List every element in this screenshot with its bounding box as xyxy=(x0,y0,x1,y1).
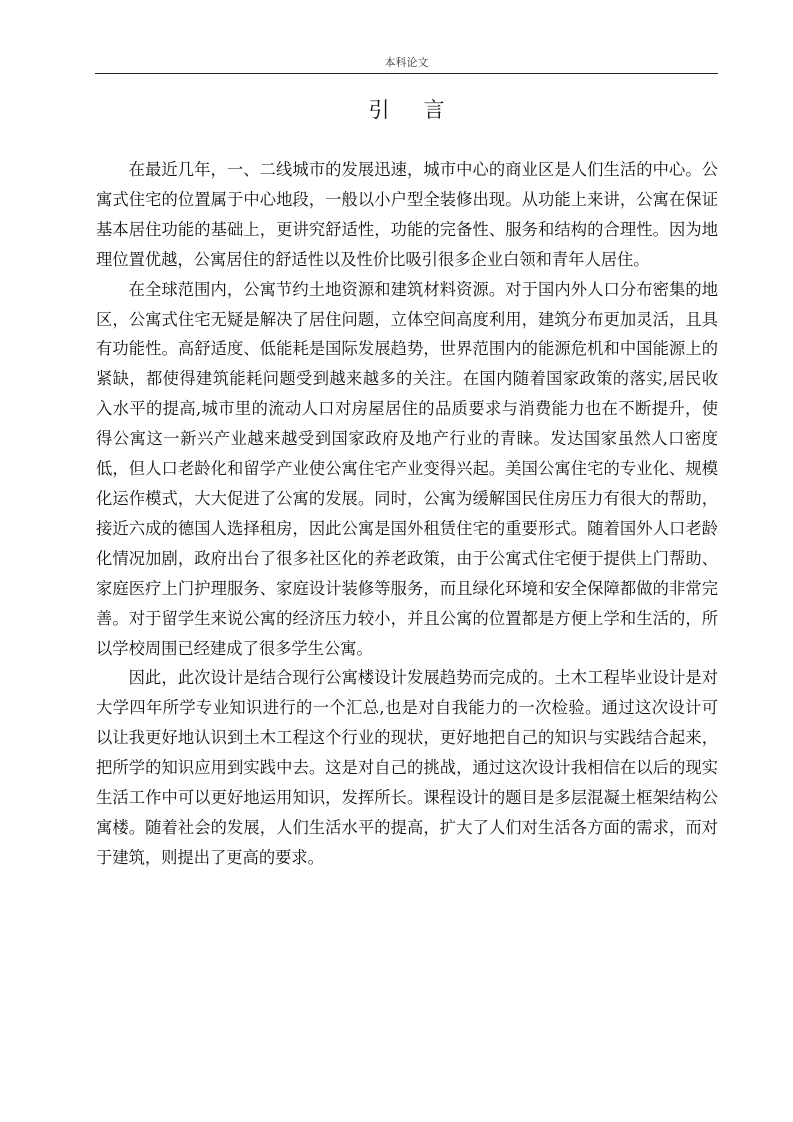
header-divider xyxy=(95,73,718,74)
paragraph-3: 因此，此次设计是结合现行公寓楼设计发展趋势而完成的。土木工程毕业设计是对大学四年所学专业知识进行的一个汇总,也是对自我能力的一次检验。通过这次设计可以让我更好地认识到土木工程这个行业的现状，更好地把自己的知识与实践结合起来，把所学的知识应用到实践中去。这是对自己的挑战，通过这次设计我相信在以后的现实生活工作中可以更好地运用知识，发挥所长。课程设计的题目是多层混凝土框架结构公寓楼。随着社会的发展，人们生活水平的提高，扩大了人们对生活各方面的需求，而对于建筑，则提出了更高的要求。 xyxy=(96,668,718,867)
section-title-char-2: 言 xyxy=(423,98,445,122)
body-text xyxy=(96,155,718,873)
section-title-char-1: 引 xyxy=(368,98,390,122)
paragraph-2: 在全球范围内，公寓节约土地资源和建筑材料资源。对于国内外人口分布密集的地区，公寓式住宅无疑是解决了居住问题，立体空间高度利用，建筑分布更加灵活，且具有功能性。高舒适度、低能耗是国际发展趋势，世界范围内的能源危机和中国能源上的紧缺，都使得建筑能耗问题受到越来越多的关注。在国内随着国家政策的落实,居民收入水平的提高,城市里的流动人口对房屋居住的品质要求与消费能力也在不断提升，使得公寓这一新兴产业越来越受到国家政府及地产行业的青睐。发达国家虽然人口密度低，但人口老龄化和留学产业使公寓住宅产业变得兴起。美国公寓住宅的专业化、规模化运作模式，大大促进了公寓的发展。同时，公寓为缓解国民住房压力有很大的帮助， 接近六成的德国人选择租房，因此公寓是国外租赁住宅的重要形式。随着国外人口老龄化情况加剧，政府出台了很多社区化的养老政策，由于公寓式住宅便于提供上门帮助、家庭医疗上门护理服务、家庭设计装修等服务，而且绿化环境和安全保障都做的非常完善。对于留学生来说公寓的经济压力较小，并且公寓的位置都是方便上学和生活的，所以学校周围已经建成了很多学生公寓。 xyxy=(96,279,718,658)
section-title xyxy=(95,96,718,124)
running-header: 本科论文 xyxy=(384,56,429,69)
paragraph-1: 在最近几年，一、二线城市的发展迅速，城市中心的商业区是人们生活的中心。公寓式住宅的位置属于中心地段，一般以小户型全装修出现。从功能上来讲，公寓在保证基本居住功能的基础上，更讲究舒适性，功能的完备性、服务和结构的合理性。因为地理位置优越，公寓居住的舒适性以及性价比吸引很多企业白领和青年人居住。 xyxy=(96,160,718,269)
